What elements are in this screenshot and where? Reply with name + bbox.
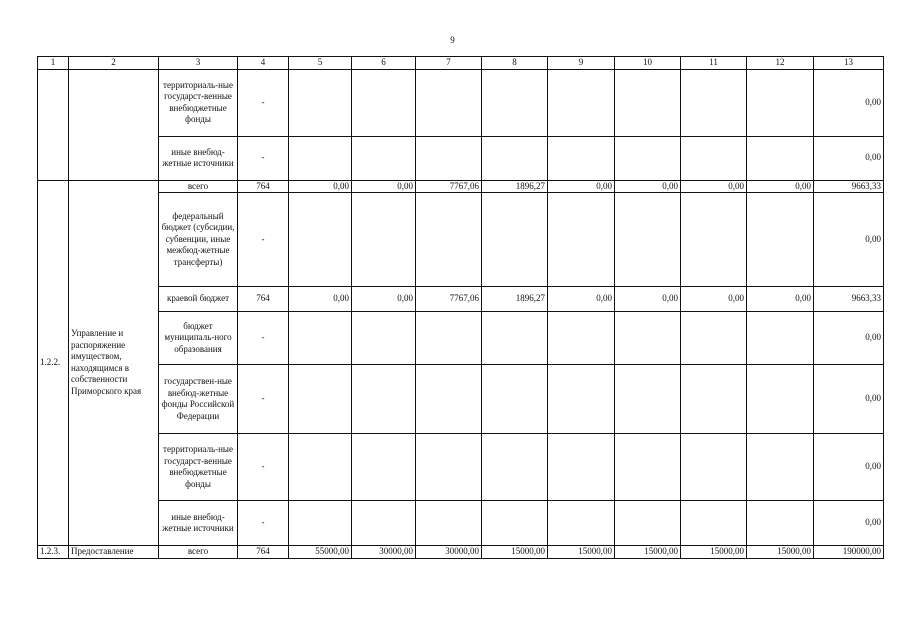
value-cell [482, 69, 548, 136]
value-cell [747, 69, 814, 136]
value-cell [352, 193, 416, 287]
table-row [38, 69, 884, 136]
table-row [38, 180, 884, 193]
code-cell: 764 [238, 287, 289, 312]
value-cell [482, 365, 548, 434]
table-row [38, 434, 884, 501]
funding-source: федеральный бюджет (субсидии, субвенции, иные межбюд-жетные трансферты) [159, 193, 238, 287]
column-number-10: 10 [615, 57, 681, 70]
value-cell [747, 434, 814, 501]
item-name: Предоставление [69, 546, 159, 559]
value-cell [416, 365, 482, 434]
page-number: 9 [450, 35, 455, 45]
value-cell [289, 434, 352, 501]
value-cell [615, 501, 681, 546]
value-cell [416, 193, 482, 287]
value-cell [416, 501, 482, 546]
value-cell: 0,00 [352, 180, 416, 193]
value-cell: 0,00 [747, 287, 814, 312]
column-number-5: 5 [289, 57, 352, 70]
value-cell [482, 312, 548, 365]
code-cell: - [238, 69, 289, 136]
total-cell: 190000,00 [814, 546, 884, 559]
table-row [38, 501, 884, 546]
value-cell [352, 365, 416, 434]
value-cell [681, 193, 747, 287]
value-cell [289, 365, 352, 434]
value-cell: 0,00 [289, 180, 352, 193]
value-cell [681, 69, 747, 136]
value-cell [289, 69, 352, 136]
value-cell [352, 312, 416, 365]
table-row [38, 365, 884, 434]
value-cell [416, 434, 482, 501]
value-cell [548, 434, 615, 501]
value-cell [615, 365, 681, 434]
value-cell [548, 365, 615, 434]
name-cell-empty [69, 69, 159, 180]
column-number-13: 13 [814, 57, 884, 70]
value-cell [681, 434, 747, 501]
total-cell: 9663,33 [814, 287, 884, 312]
value-cell [747, 136, 814, 180]
funding-source: иные внебюд-жетные источники [159, 501, 238, 546]
total-cell: 0,00 [814, 434, 884, 501]
value-cell [352, 69, 416, 136]
value-cell: 30000,00 [416, 546, 482, 559]
value-cell [416, 136, 482, 180]
value-cell: 0,00 [615, 180, 681, 193]
total-cell: 0,00 [814, 193, 884, 287]
funding-source: территориаль-ные государст-венные внебюджетные фонды [159, 434, 238, 501]
value-cell: 0,00 [548, 180, 615, 193]
value-cell: 55000,00 [289, 546, 352, 559]
value-cell [352, 434, 416, 501]
value-cell [681, 312, 747, 365]
column-number-3: 3 [159, 57, 238, 70]
table-row [38, 312, 884, 365]
total-cell: 0,00 [814, 501, 884, 546]
value-cell [548, 312, 615, 365]
funding-source: всего [159, 180, 238, 193]
total-cell: 0,00 [814, 365, 884, 434]
table-row [38, 546, 884, 559]
value-cell [289, 312, 352, 365]
code-cell: - [238, 434, 289, 501]
value-cell [482, 434, 548, 501]
value-cell [352, 136, 416, 180]
table-row [38, 136, 884, 180]
value-cell: 1896,27 [482, 180, 548, 193]
code-cell: - [238, 193, 289, 287]
value-cell [352, 501, 416, 546]
funding-source: всего [159, 546, 238, 559]
total-cell: 9663,33 [814, 180, 884, 193]
column-number-4: 4 [238, 57, 289, 70]
total-cell: 0,00 [814, 136, 884, 180]
value-cell: 15000,00 [681, 546, 747, 559]
value-cell [615, 69, 681, 136]
value-cell [482, 136, 548, 180]
funding-source: иные внебюд-жетные источники [159, 136, 238, 180]
value-cell: 0,00 [615, 287, 681, 312]
value-cell: 0,00 [747, 180, 814, 193]
value-cell [289, 501, 352, 546]
value-cell: 15000,00 [548, 546, 615, 559]
code-cell: - [238, 501, 289, 546]
value-cell [548, 501, 615, 546]
code-cell: - [238, 365, 289, 434]
column-number-8: 8 [482, 57, 548, 70]
funding-source: краевой бюджет [159, 287, 238, 312]
code-cell: - [238, 136, 289, 180]
value-cell: 1896,27 [482, 287, 548, 312]
value-cell [681, 365, 747, 434]
column-number-9: 9 [548, 57, 615, 70]
column-number-6: 6 [352, 57, 416, 70]
value-cell [416, 312, 482, 365]
value-cell [548, 193, 615, 287]
column-number-7: 7 [416, 57, 482, 70]
item-name: Управление и распоряжение имуществом, находящимся в собственности Приморского края [69, 180, 159, 546]
value-cell [289, 193, 352, 287]
column-number-1: 1 [38, 57, 69, 70]
value-cell: 7767,06 [416, 287, 482, 312]
code-cell: - [238, 312, 289, 365]
value-cell: 0,00 [681, 180, 747, 193]
value-cell [548, 136, 615, 180]
value-cell [747, 193, 814, 287]
value-cell [615, 312, 681, 365]
value-cell [615, 434, 681, 501]
column-number-2: 2 [69, 57, 159, 70]
total-cell: 0,00 [814, 312, 884, 365]
value-cell [747, 501, 814, 546]
funding-source: государствен-ные внебюд-жетные фонды Российской Федерации [159, 365, 238, 434]
column-number-row [38, 57, 884, 70]
column-number-12: 12 [747, 57, 814, 70]
value-cell: 15000,00 [482, 546, 548, 559]
value-cell [289, 136, 352, 180]
value-cell: 30000,00 [352, 546, 416, 559]
value-cell [615, 193, 681, 287]
code-cell: 764 [238, 180, 289, 193]
value-cell: 0,00 [352, 287, 416, 312]
table-row [38, 287, 884, 312]
item-index: 1.2.3. [38, 546, 69, 559]
value-cell: 0,00 [548, 287, 615, 312]
index-cell-empty [38, 69, 69, 180]
budget-table [37, 56, 884, 559]
value-cell [747, 365, 814, 434]
value-cell [548, 69, 615, 136]
value-cell [482, 501, 548, 546]
funding-source: бюджет муниципаль-ного образования [159, 312, 238, 365]
value-cell [416, 69, 482, 136]
value-cell: 0,00 [681, 287, 747, 312]
value-cell: 15000,00 [747, 546, 814, 559]
value-cell: 0,00 [289, 287, 352, 312]
table-row [38, 193, 884, 287]
value-cell [681, 501, 747, 546]
column-number-11: 11 [681, 57, 747, 70]
code-cell: 764 [238, 546, 289, 559]
value-cell: 7767,06 [416, 180, 482, 193]
value-cell [747, 312, 814, 365]
value-cell: 15000,00 [615, 546, 681, 559]
value-cell [681, 136, 747, 180]
value-cell [615, 136, 681, 180]
funding-source: территориаль-ные государст-венные внебюджетные фонды [159, 69, 238, 136]
total-cell: 0,00 [814, 69, 884, 136]
value-cell [482, 193, 548, 287]
item-index: 1.2.2. [38, 180, 69, 546]
